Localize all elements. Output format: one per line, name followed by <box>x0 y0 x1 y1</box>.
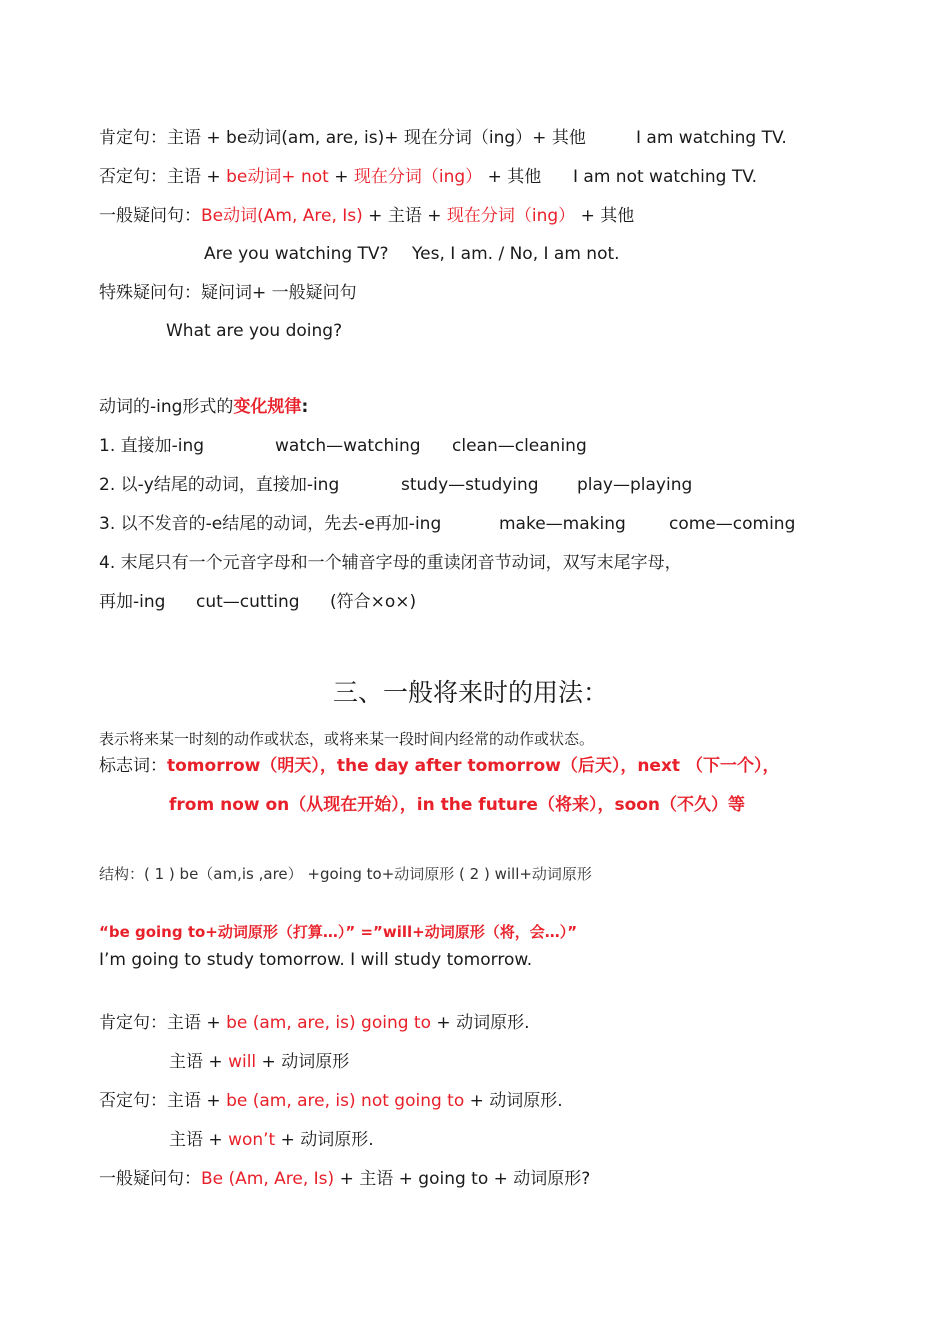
present-affirm-formula: 主语 + be动词(am, are, is)+ 现在分词（ing）+ 其他 <box>167 128 586 148</box>
ing-rule-2: 2. 以-y结尾的动词，直接加-ing <box>99 475 340 495</box>
present-affirm-line <box>99 127 586 149</box>
future-example: I’m going to study tomorrow. I will study tomorrow. <box>99 950 533 970</box>
present-question-be: Be动词(Am, Are, Is) <box>201 206 363 226</box>
present-negative-p5: + 其他 <box>482 167 542 187</box>
future-negative-wont: won’t <box>228 1130 276 1150</box>
present-question-example: Are you watching TV? <box>204 244 389 264</box>
present-special-example: What are you doing? <box>166 321 343 341</box>
future-equation: “be going to+动词原形（打算…）” =”will+动词原形（将，会…）” <box>99 923 578 941</box>
ing-heading-pre: 动词的-ing形式的 <box>99 397 234 417</box>
present-negative-example: I am not watching TV. <box>573 167 758 187</box>
ing-rule-4-example-2: (符合×o×) <box>330 592 417 612</box>
present-negative-p3: + <box>328 167 354 187</box>
ing-rule-4-cont: 再加-ing <box>99 592 166 612</box>
future-negative-l2p3: + 动词原形. <box>275 1130 374 1150</box>
present-negative-label: 否定句： <box>99 167 167 187</box>
future-negative-l2p1: 主语 + <box>169 1130 229 1150</box>
future-negative-not-going-to: be (am, are, is) not going to <box>226 1091 465 1111</box>
ing-rule-3-example-1: make—making <box>499 514 626 534</box>
future-structure: 结构：( 1 ) be（am,is ,are） +going to+动词原形 ( 2 ) will+动词原形 <box>99 865 592 883</box>
present-question-p4: + 其他 <box>575 206 635 226</box>
future-description: 表示将来某一时刻的动作或状态，或将来某一段时间内经常的动作或状态。 <box>99 730 595 748</box>
ing-rule-1: 1. 直接加-ing <box>99 436 205 456</box>
ing-rule-3: 3. 以不发音的-e结尾的动词，先去-e再加-ing <box>99 514 442 534</box>
future-question-label: 一般疑问句： <box>99 1169 201 1189</box>
future-negative-wont-line <box>169 1129 374 1151</box>
present-affirm-example: I am watching TV. <box>636 128 787 148</box>
present-question-label: 一般疑问句： <box>99 206 201 226</box>
present-question-p2: + 主语 + <box>362 206 447 226</box>
future-affirm-label: 肯定句： <box>99 1013 167 1033</box>
present-question-participle: 现在分词（ing） <box>446 206 576 226</box>
future-affirm-l2p1: 主语 + <box>169 1052 229 1072</box>
ing-rule-1-example-2: clean—cleaning <box>452 436 587 456</box>
future-question-be: Be (Am, Are, Is) <box>201 1169 335 1189</box>
future-affirm-line <box>99 1012 529 1034</box>
present-special-line <box>99 282 357 304</box>
future-negative-line <box>99 1090 563 1112</box>
ing-rule-2-example-1: study—studying <box>401 475 539 495</box>
future-affirm-will: will <box>228 1052 257 1072</box>
present-question-line <box>99 205 634 227</box>
future-question-line <box>99 1168 590 1190</box>
future-signal-line-1 <box>99 755 779 777</box>
present-affirm-label: 肯定句： <box>99 128 167 148</box>
future-negative-p3: + 动词原形. <box>464 1091 563 1111</box>
future-affirm-p3: + 动词原形. <box>431 1013 530 1033</box>
present-special-label: 特殊疑问句： <box>99 283 201 303</box>
present-negative-participle: 现在分词（ing） <box>353 167 483 187</box>
future-question-p2: + 主语 + going to + 动词原形? <box>334 1169 591 1189</box>
future-negative-label: 否定句： <box>99 1091 167 1111</box>
future-negative-p1: 主语 + <box>167 1091 227 1111</box>
ing-rule-2-example-2: play—playing <box>577 475 693 495</box>
future-affirm-l2p3: + 动词原形 <box>256 1052 350 1072</box>
ing-rule-1-example-1: watch—watching <box>275 436 421 456</box>
future-signal-label: 标志词： <box>99 756 167 776</box>
ing-rule-4-example-1: cut—cutting <box>196 592 300 612</box>
ing-rule-3-example-2: come—coming <box>669 514 796 534</box>
ing-heading-colon: : <box>301 397 309 417</box>
ing-rule-4: 4. 末尾只有一个元音字母和一个辅音字母的重读闭音节动词，双写末尾字母， <box>99 553 682 573</box>
ing-heading-red: 变化规律 <box>233 397 302 417</box>
present-negative-be-not: be动词+ not <box>226 167 329 187</box>
future-affirm-going-to: be (am, are, is) going to <box>226 1013 432 1033</box>
future-affirm-will-line <box>169 1051 349 1073</box>
future-section-title: 三、一般将来时的用法： <box>333 678 609 707</box>
future-signal-words-2: from now on（从现在开始），in the future（将来），soon（不久）等 <box>169 795 746 815</box>
present-special-formula: 疑问词+ 一般疑问句 <box>201 283 357 303</box>
future-signal-words-1: tomorrow（明天），the day after tomorrow（后天），next （下一个）， <box>167 756 780 776</box>
future-affirm-p1: 主语 + <box>167 1013 227 1033</box>
present-question-answer: Yes, I am. / No, I am not. <box>412 244 620 264</box>
present-negative-p1: 主语 + <box>167 167 227 187</box>
present-negative-line <box>99 166 541 188</box>
ing-rules-heading <box>99 396 308 418</box>
